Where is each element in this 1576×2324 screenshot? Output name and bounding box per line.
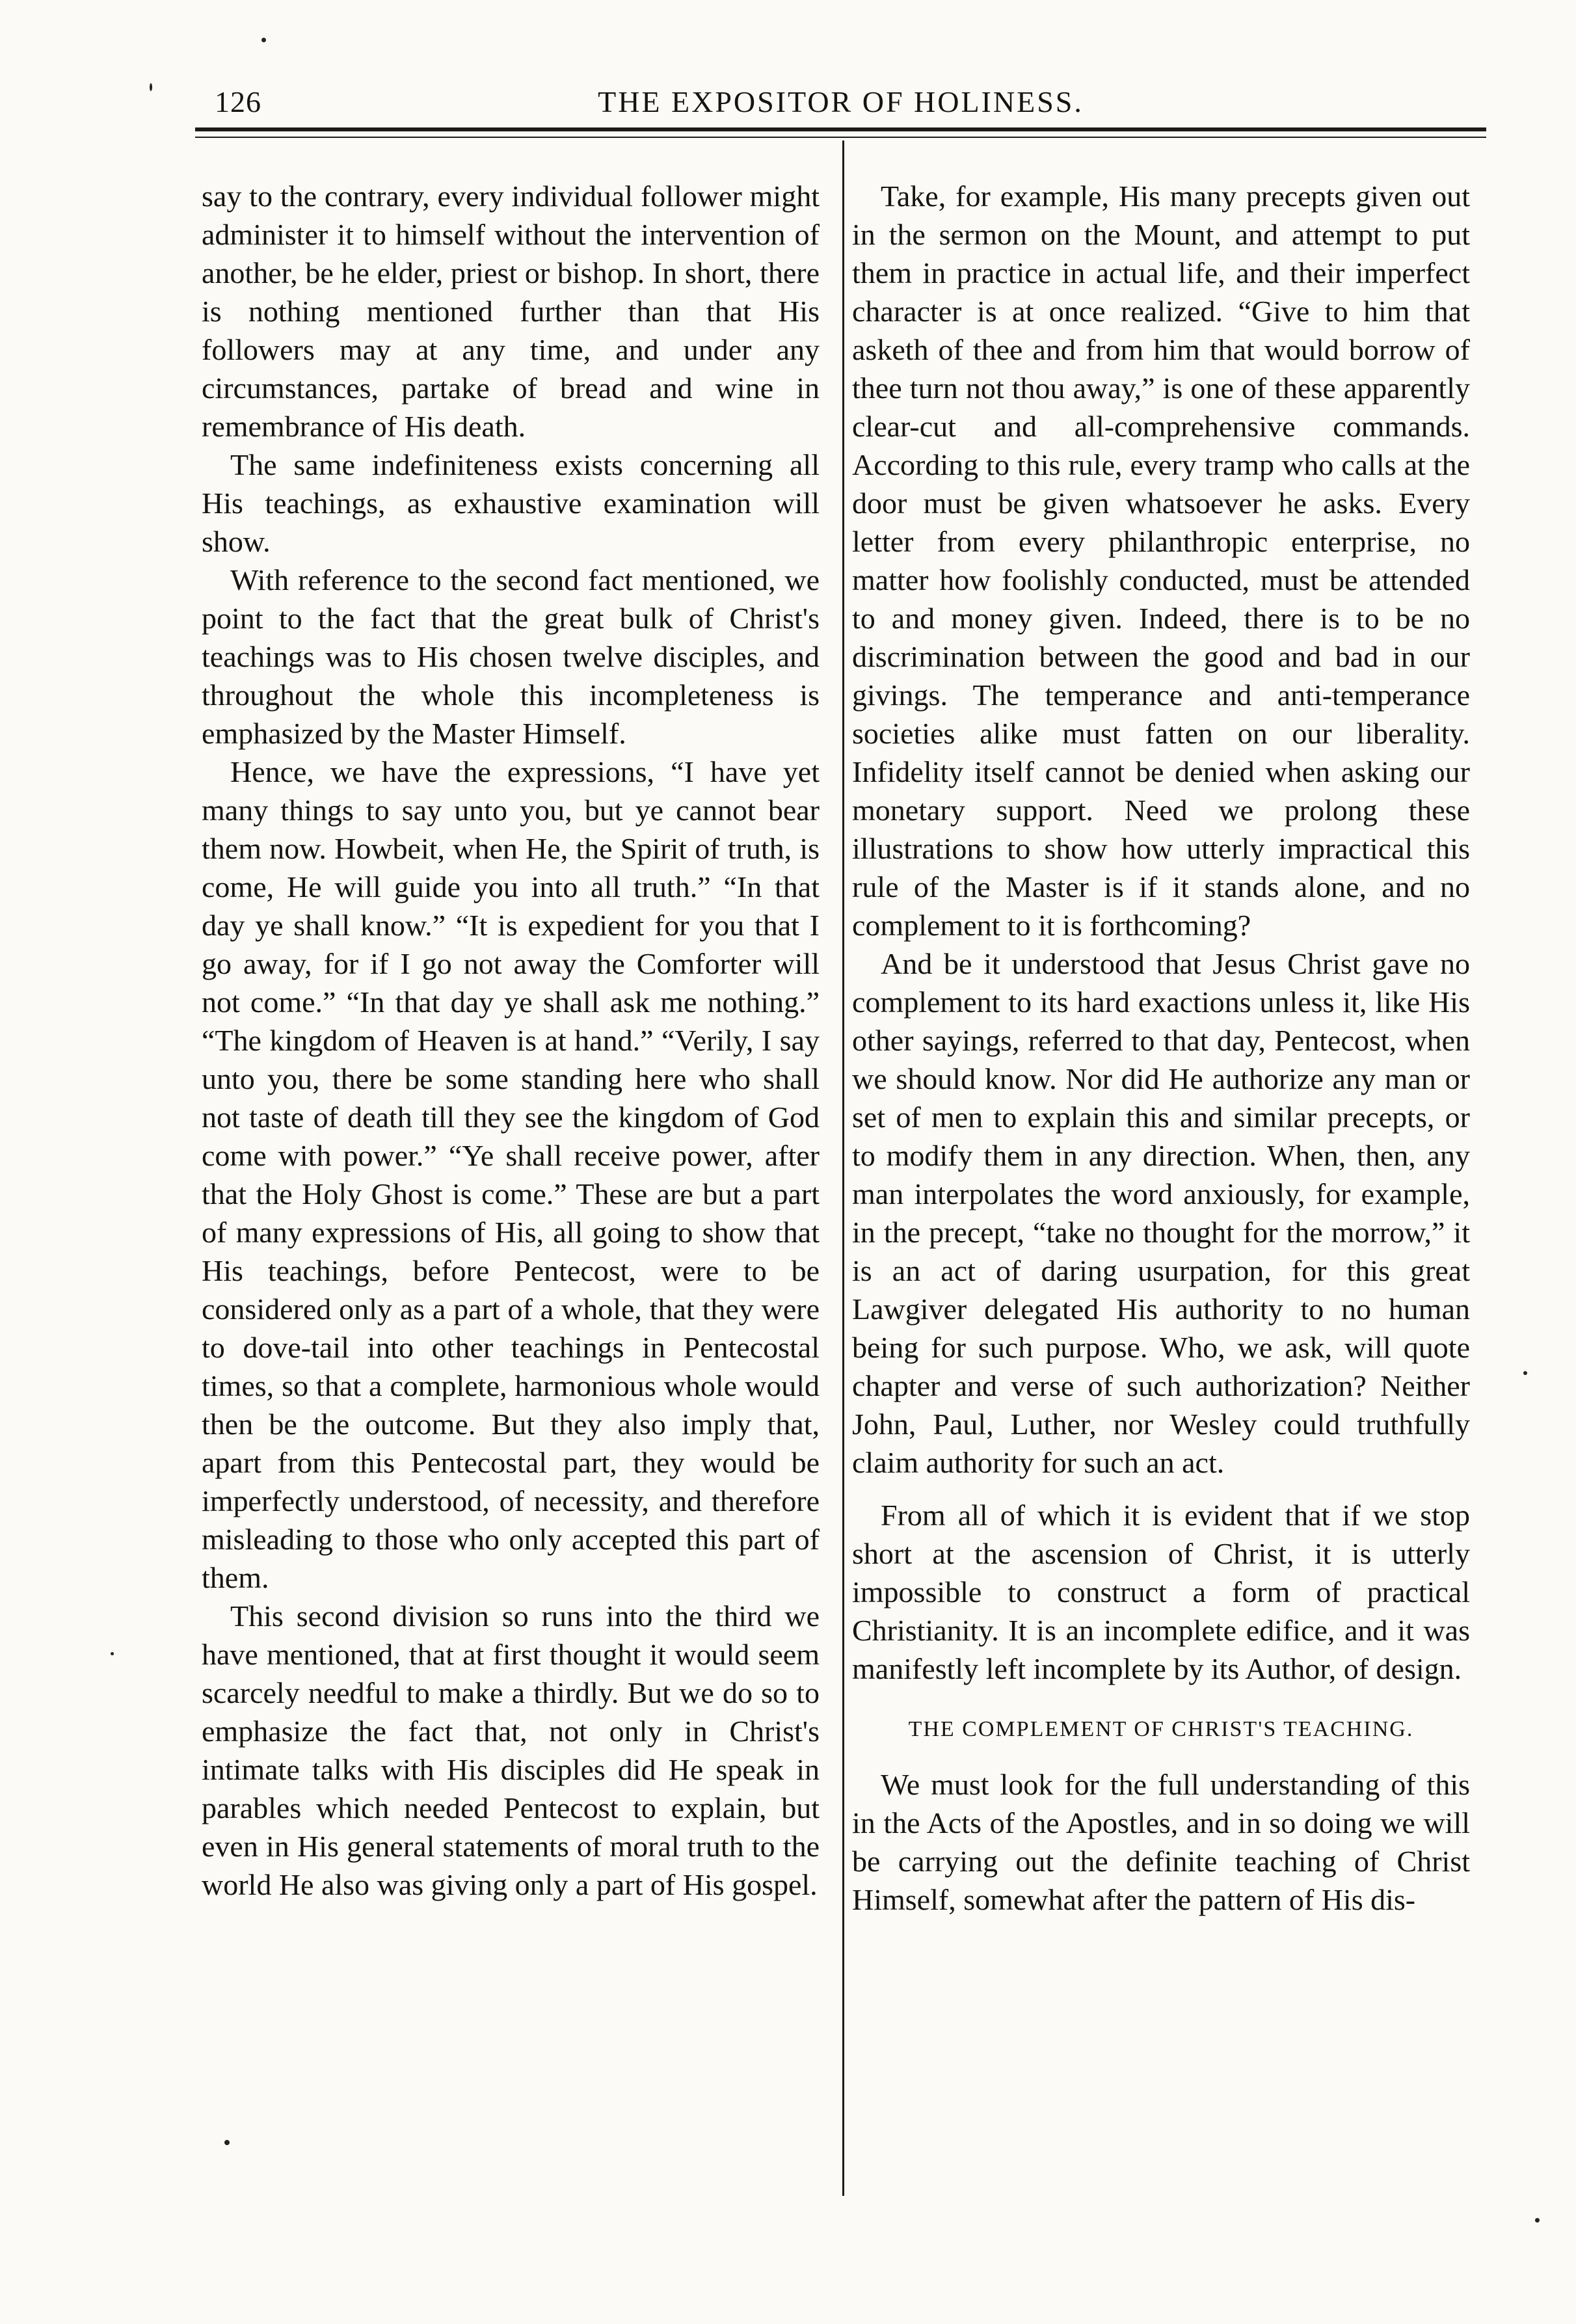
print-speck [111,1652,114,1655]
print-speck [224,2140,230,2145]
running-title: THE EXPOSITOR OF HOLINESS. [598,85,1084,118]
paragraph: say to the contrary, every individual follower might administer it to himself without the intervention of another, be he elder, priest or bishop. In short, there is nothing mentioned further than that His followers may at any time, and under any circumstances, partake of bread and wine in remembrance of His death. [202,180,820,443]
paragraph: And be it understood that Jesus Christ gave no complement to its hard exactions unless it, like His other sayings, referred to that day, Pentecost, when we should know. Nor did He authorize any man or set of men to explain this and similar precepts, or to modify them in any direction. When, then, any man interpolates the word anxiously, for example, in the precept, “take no thought for the morrow,” it is an act of daring usurpation, for this great Lawgiver delegated His authority to no human being for such purpose. Who, we ask, will quote chapter and verse of such authorization? Neither John, Paul, Luther, nor Wesley could truthfully claim authority for such an act. [852,947,1470,1479]
left-column [202,177,820,1904]
print-speck [150,83,152,91]
paragraph: With reference to the second fact mentioned, we point to the fact that the great bulk of Christ's teachings was to His chosen twelve disciples, and throughout the whole this incompleteness is emphasized by the Master Himself. [202,563,820,750]
section-heading: THE COMPLEMENT OF CHRIST'S TEACHING. [908,1717,1414,1741]
paragraph: Take, for example, His many precepts given out in the sermon on the Mount, and attempt to put them in practice in actual life, and their imperfect character is at once realized. “Give to him that asketh of thee and from him that would borrow of thee turn not thou away,” is one of these apparently clear-cut and all-comprehensive commands. According to this rule, every tramp who calls at the door must be given whatsoever he asks. Every letter from every philanthropic enterprise, no matter how foolishly conducted, must be attended to and money given. Indeed, there is to be no discrimination between the good and bad in our givings. The temperance and anti-temperance societies alike must fatten on our liberality. Infidelity itself cannot be denied when asking our monetary support. Need we prolong these illustrations to show how utterly impractical this rule of the Master is if it stands alone, and no complement to it is forthcoming? [852,180,1470,942]
right-column [852,177,1470,1919]
print-speck [261,38,266,42]
paragraph: Hence, we have the expressions, “I have yet many things to say unto you, but ye cannot bear them now. Howbeit, when He, the Spirit of truth, is come, He will guide you into all truth.” “In that day ye shall know.” “It is expedient for you that I go away, for if I go not away the Comforter will not come.” “In that day ye shall ask me nothing.” “The kingdom of Heaven is at hand.” “Verily, I say unto you, there be some standing here who shall not taste of death till they see the kingdom of God come with power.” “Ye shall receive power, after that the Holy Ghost is come.” These are but a part of many expressions of His, all going to show that His teachings, before Pentecost, were to be considered only as a part of a whole, that they were to dove-tail into other teachings in Pentecostal times, so that a complete, harmonious whole would then be the outcome. But they also imply that, apart from this Pentecostal part, they would be imperfectly understood, of necessity, and therefore misleading to those who only accepted this part of them. [202,755,820,1594]
page-header [195,78,1486,130]
column-divider [842,140,844,2196]
paragraph: From all of which it is evident that if we stop short at the ascension of Christ, it is utterly impossible to construct a form of practical Christianity. It is an incomplete edifice, and it was manifestly left incomplete by its Author, of design. [852,1499,1470,1685]
page-number: 126 [215,85,261,118]
paragraph: This second division so runs into the third we have mentioned, that at first thought it would seem scarcely needful to make a thirdly. But we do so to emphasize the fact that, not only in Christ's intimate talks with His disciples did He speak in parables which needed Pentecost to explain, but even in His general statements of moral truth to the world He also was giving only a part of His gospel. [202,1599,820,1901]
print-speck [1523,1371,1527,1375]
paragraph: The same indefiniteness exists concerning all His teachings, as exhaustive examination will show. [202,448,820,558]
paragraph: We must look for the full understanding of this in the Acts of the Apostles, and in so doing we will be carrying out the definite teaching of Christ Himself, somewhat after the pattern of His dis- [852,1768,1470,1916]
header-rule-thin [195,137,1486,138]
header-rule-thick [195,127,1486,131]
print-speck [1535,2218,1540,2223]
